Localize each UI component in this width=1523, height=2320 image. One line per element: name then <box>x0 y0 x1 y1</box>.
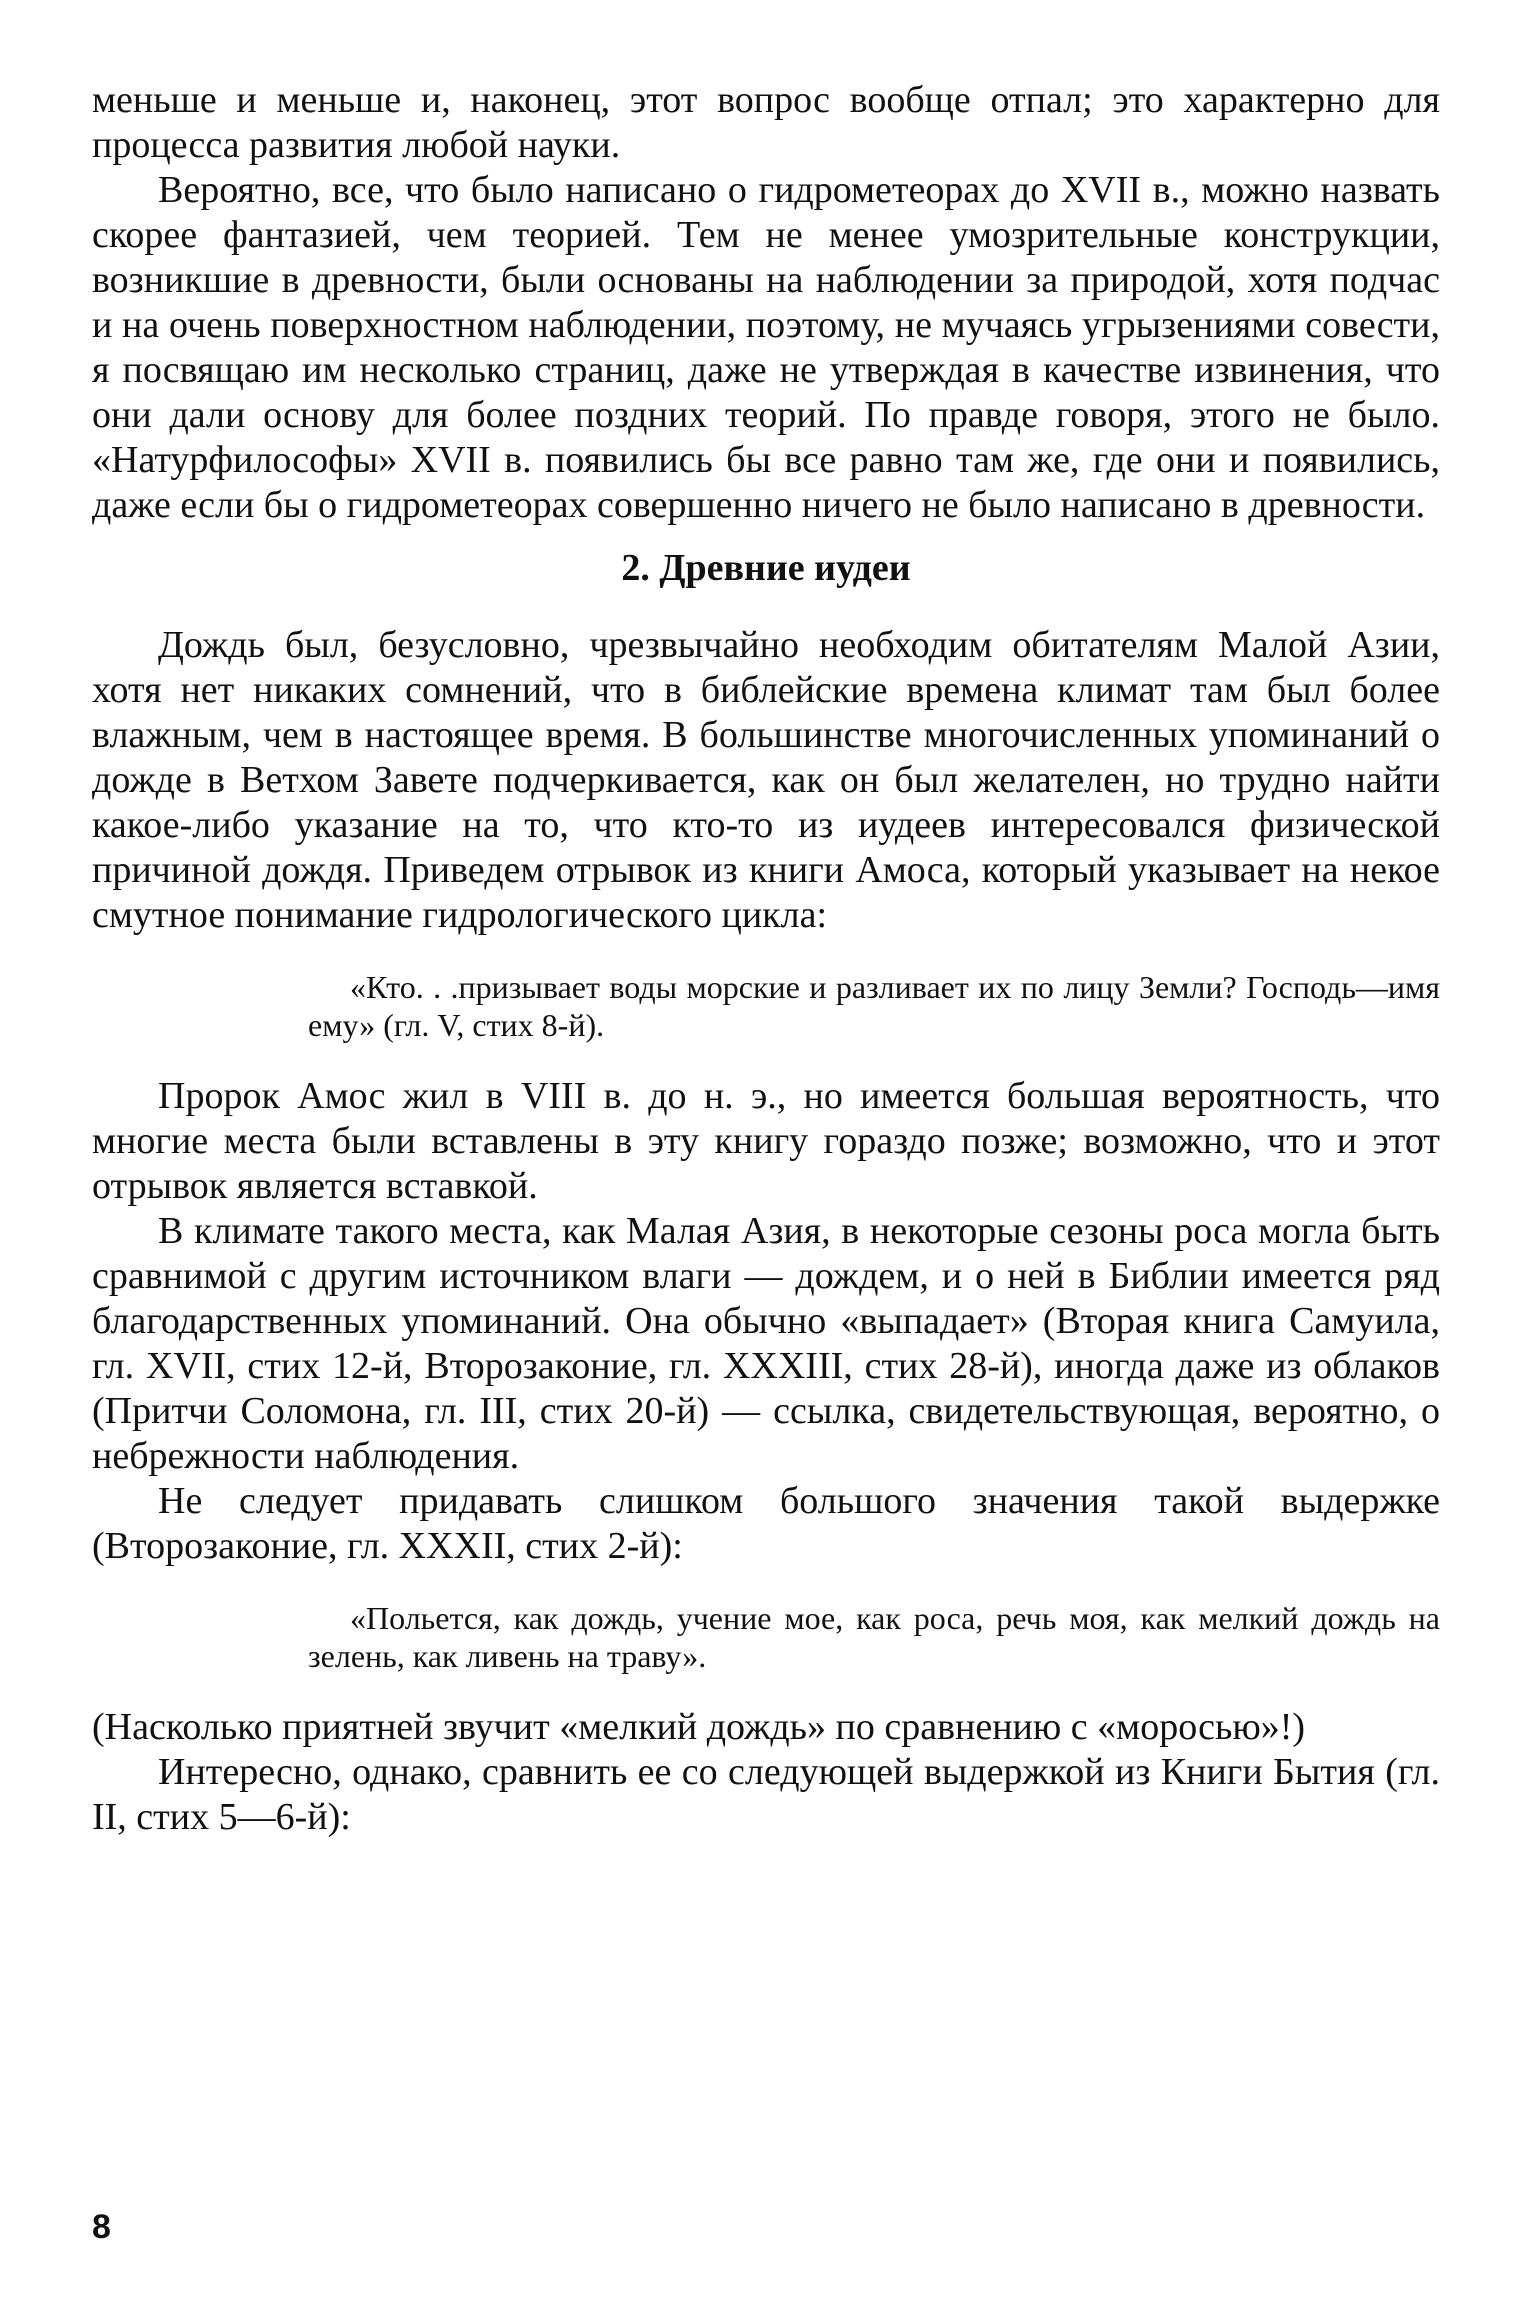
page-body <box>92 78 1440 1840</box>
paragraph-rain: Дождь был, безусловно, чрезвычайно необходим обитателям Малой Азии, хотя нет никаких сомнений, что в библейские времена климат там был более влажным, чем в настоящее время. В большинстве многочисленных упоминаний о дожде в Ветхом Завете подчеркивается, как он был желателен, но трудно найти какое-либо указание на то, что кто-то из иудеев интересовался физической причиной дождя. Приведем отрывок из книги Амоса, который указывает на некое смутное понимание гидрологического цикла: <box>92 624 1440 936</box>
paragraph-hydrometeors: Вероятно, все, что было написано о гидрометеорах до XVII в., можно назвать скорее фантазией, чем теорией. Тем не менее умозрительные конструкции, возникшие в древности, были основаны на наблюдении за природой, хотя подчас и на очень поверхностном наблюдении, поэтому, не мучаясь угрызениями совести, я посвящаю им несколько страниц, даже не утверждая в качестве извинения, что они дали основу для более поздних теорий. По правде говоря, этого не было. «Натурфилософы» XVII в. появились бы все равно там же, где они и появились, даже если бы о гидрометеорах совершенно ничего не было написано в древности. <box>92 169 1440 526</box>
paragraph-prophet-amos: Пророк Амос жил в VIII в. до н. э., но имеется большая вероятность, что многие места были вставлены в эту книгу гораздо позже; возможно, что и этот отрывок является вставкой. <box>92 1075 1440 1207</box>
paragraph-drizzle-remark: (Насколько приятней звучит «мелкий дождь» по сравнению с «моросью»!) <box>92 1706 1306 1748</box>
quote-deuteronomy: «Польется, как дождь, учение мое, как роса, речь моя, как мелкий дождь на зелень, как ливень на траву». <box>308 1600 1440 1674</box>
paragraph-continued: меньше и меньше и, наконец, этот вопрос вообще отпал; это характерно для процесса развития любой науки. <box>92 79 1440 166</box>
paragraph-excerpt-intro: Не следует придавать слишком большого значения такой выдержке (Второзаконие, гл. XXXII, стих 2-й): <box>92 1480 1440 1567</box>
paragraph-dew: В климате такого места, как Малая Азия, в некоторые сезоны роса могла быть сравнимой с другим источником влаги — дождем, и о ней в Библии имеется ряд благодарственных упоминаний. Она обычно «выпадает» (Вторая книга Самуила, гл. XVII, стих 12-й, Второзаконие, гл. XXXIII, стих 28-й), иногда даже из облаков (Притчи Соломона, гл. III, стих 20-й) — ссылка, свидетельствующая, вероятно, о небрежности наблюдения. <box>92 1210 1440 1477</box>
page-number: 8 <box>92 2208 111 2246</box>
paragraph-genesis-intro: Интересно, однако, сравнить ее со следующей выдержкой из Книги Бытия (гл. II, стих 5—6-й): <box>92 1751 1440 1838</box>
quote-amos: «Кто. . .призывает воды морские и разливает их по лицу Земли? Господь—имя ему» (гл. V, стих 8-й). <box>308 969 1440 1043</box>
section-heading: 2. Древние иудеи <box>621 547 911 589</box>
